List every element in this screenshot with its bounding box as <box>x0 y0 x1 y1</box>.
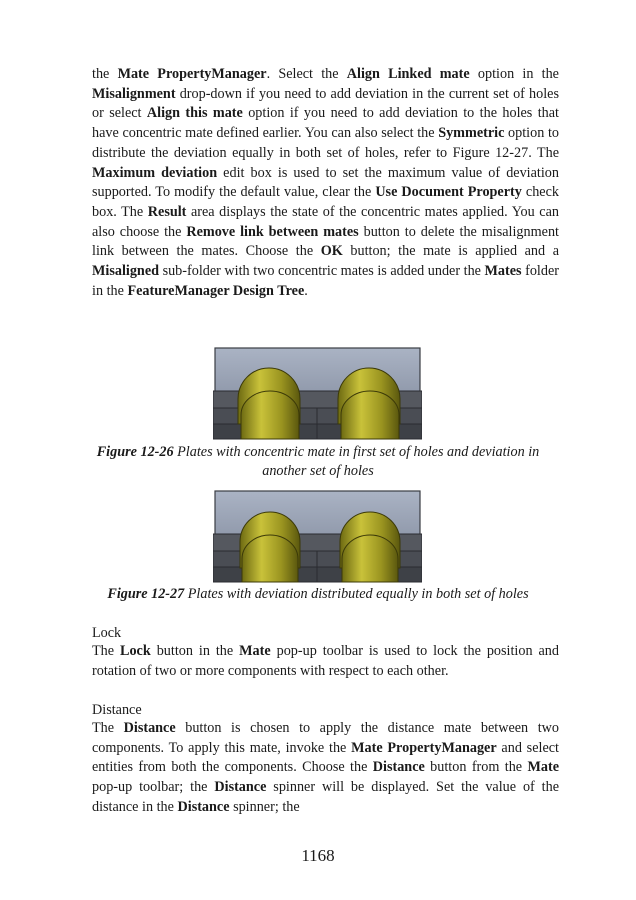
bold-term: Distance <box>123 720 176 736</box>
figure-12-26-caption: Figure 12-26 Plates with concentric mate in first set of holes and deviation in another set of holes <box>96 444 540 479</box>
bold-term: Use Document Property <box>375 184 522 201</box>
bold-term: Mate <box>527 759 559 776</box>
bold-term: Distance <box>372 759 425 776</box>
page-number: 1168 <box>301 846 335 865</box>
bold-term: Align Linked mate <box>346 66 470 82</box>
paragraph-distance: The Distance button is chosen to apply the distance mate between two components. To apply this mate, invoke the Mate PropertyManager and select entities from both the components. Choose the Distance button from the Mate pop-up toolbar; the Distance spinner will be displayed. Set the value of the distance in the Distance spinner; the <box>92 720 560 815</box>
paragraph-lock: The Lock button in the Mate pop-up toolbar is used to lock the position and rotation of two or more components with respect to each other. <box>92 643 559 679</box>
bold-term: Align this mate <box>146 105 243 122</box>
paragraph-misalignment: the Mate PropertyManager. Select the Align Linked mate option in the Misalignment drop-down if you need to add deviation in the current set of holes or select Align this mate option if you need to add deviation to the holes that have concentric mate defined earlier. You can also select the Symmetric option to distribute the deviation equally in both set of holes, refer to Figure 12-27. The Maximum deviation edit box is used to set the maximum value of deviation supported. To modify the default value, clear the Use Document Property check box. The Result area displays the state of the concentric mates applied. You can also choose the Remove link between mates button to delete the misalignment link between the mates. Choose the OK button; the mate is applied and a Misaligned sub-folder with two concentric mates is added under the Mates folder in the FeatureManager Design Tree. <box>92 66 559 299</box>
bold-term: Mate <box>239 643 271 659</box>
bold-term: Distance <box>177 798 230 815</box>
figure-12-26-image <box>213 347 422 441</box>
bold-term: OK <box>320 243 343 260</box>
figure-12-27-caption: Figure 12-27 Plates with deviation distributed equally in both set of holes <box>107 586 529 602</box>
bold-term: Remove link between mates <box>186 223 359 240</box>
distance-heading: Distance <box>92 702 142 718</box>
lock-heading: Lock <box>92 625 122 641</box>
bold-term: Distance <box>214 779 267 796</box>
bold-term: Mate PropertyManager <box>117 66 267 82</box>
bold-term: Lock <box>120 643 151 659</box>
bold-term: Result <box>147 203 187 220</box>
bold-term: Symmetric <box>438 125 505 142</box>
figure-12-27-image <box>213 490 422 584</box>
bold-term: Maximum deviation <box>92 164 218 181</box>
bold-term: Mate PropertyManager <box>351 739 497 756</box>
bold-term: Misaligned <box>92 263 160 280</box>
bold-term: FeatureManager Design Tree <box>127 282 305 299</box>
bold-term: Misalignment <box>92 85 176 102</box>
bold-term: Mates <box>484 263 522 280</box>
